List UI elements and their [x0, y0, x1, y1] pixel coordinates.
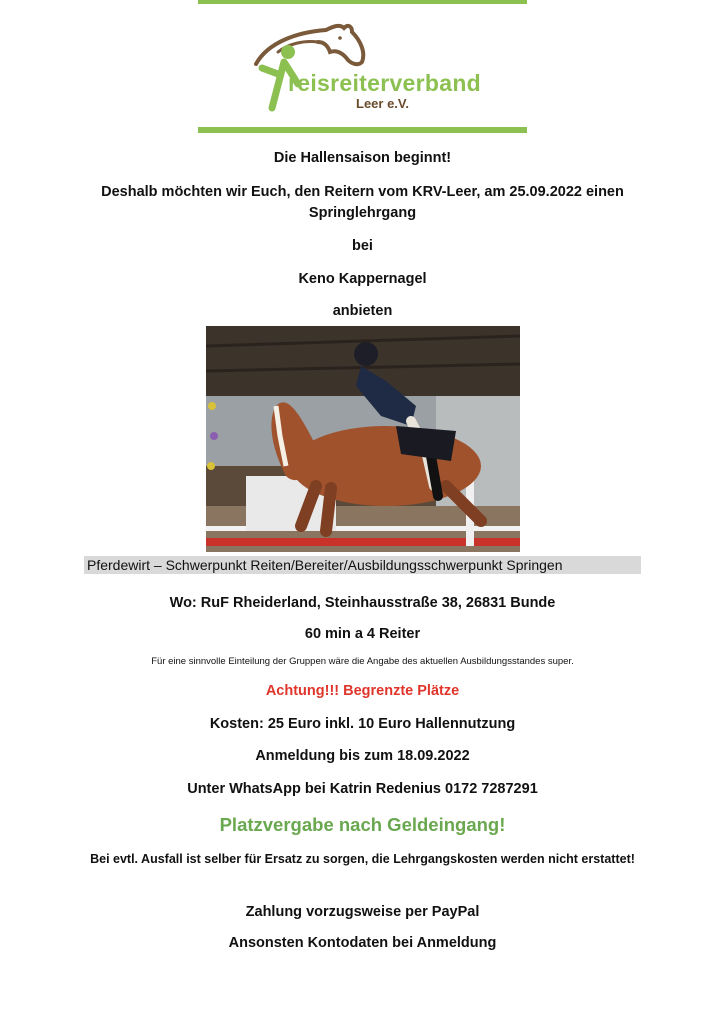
club-logo — [248, 22, 493, 114]
limited-places-warning: Achtung!!! Begrenzte Plätze — [265, 683, 460, 699]
registration-deadline: Anmeldung bis zum 18.09.2022 — [255, 748, 470, 764]
intro-line: Deshalb möchten wir Euch, den Reitern vom KRV-Leer, am 25.09.2022 einen — [101, 184, 624, 200]
cost: Kosten: 25 Euro inkl. 10 Euro Hallennutzung — [209, 716, 516, 732]
whatsapp-contact: Unter WhatsApp bei Katrin Redenius 0172 7287291 — [187, 781, 538, 797]
course-type: Springlehrgang — [308, 205, 417, 221]
location: Wo: RuF Rheiderland, Steinhausstraße 38, 26831 Bunde — [169, 595, 556, 611]
allocation-note: Platzvergabe nach Geldeingang! — [219, 814, 506, 835]
bottom-green-bar — [198, 127, 527, 133]
level-hint: Für eine sinnvolle Einteilung der Gruppen wäre die Angabe des aktuellen Ausbildungsstandes super. — [151, 656, 574, 667]
anbieten-text: anbieten — [332, 303, 393, 319]
bank-details-note: Ansonsten Kontodaten bei Anmeldung — [228, 935, 497, 951]
logo-sub-text: Leer e.V. — [356, 96, 410, 111]
logo-brand-text: reisreiterverband — [288, 70, 482, 96]
cancellation-policy: Bei evtl. Ausfall ist selber für Ersatz zu sorgen, die Lehrgangskosten werden nicht erstattet! — [90, 852, 635, 866]
trainer-caption: Pferdewirt – Schwerpunkt Reiten/Bereiter/Ausbildungsschwerpunkt Springen — [84, 556, 641, 574]
payment-preference: Zahlung vorzugsweise per PayPal — [245, 904, 480, 920]
show-jumping-photo — [206, 326, 520, 552]
headline: Die Hallensaison beginnt! — [273, 150, 452, 166]
top-green-bar — [198, 0, 527, 4]
trainer-name: Keno Kappernagel — [298, 271, 427, 287]
duration: 60 min a 4 Reiter — [304, 626, 421, 642]
bei-text: bei — [352, 238, 373, 254]
